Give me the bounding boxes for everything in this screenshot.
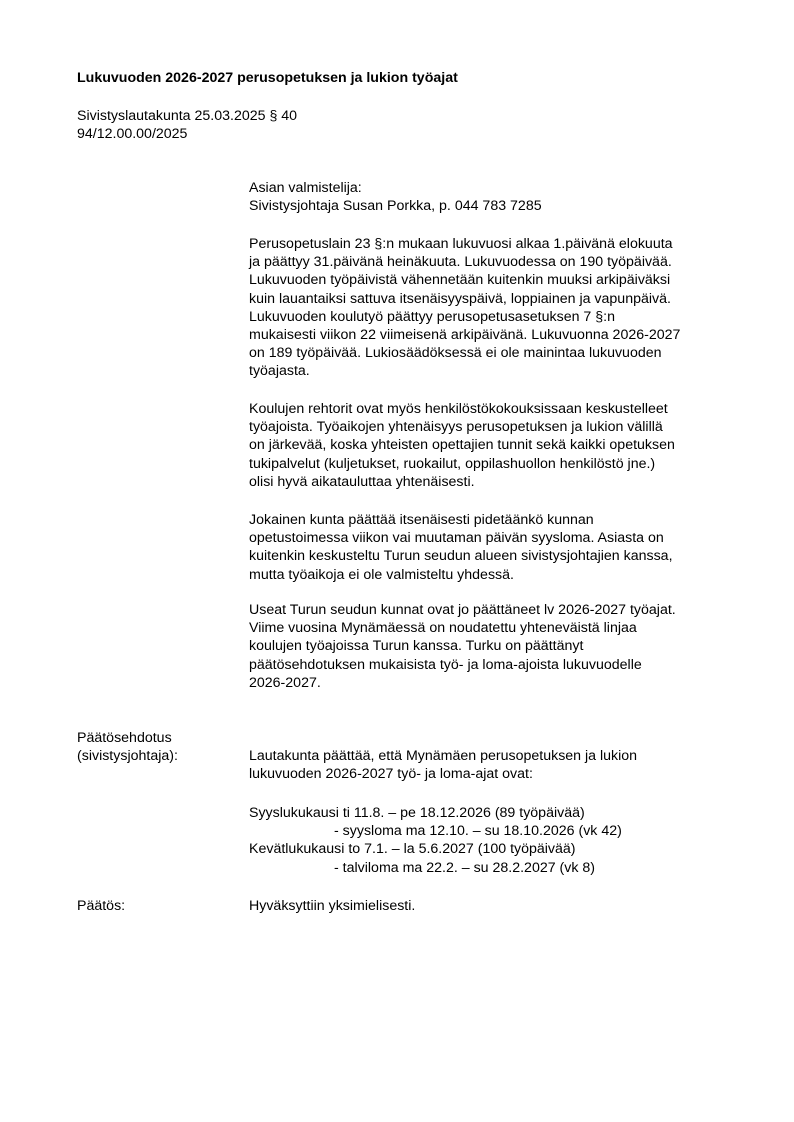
schedule-autumn-term: Syyslukukausi ti 11.8. – pe 18.12.2026 (89 työpäivää) — [249, 805, 585, 821]
text-line: Lukuvuoden koulutyö päättyy perusopetusasetuksen 7 §:n — [249, 308, 615, 325]
text-line: 2026-2027. — [249, 674, 321, 691]
text-line: työajoista. Työaikojen yhtenäisyys perusopetuksen ja lukion välillä — [249, 419, 663, 436]
record-number: 94/12.00.00/2025 — [77, 126, 188, 143]
decision-text: Hyväksyttiin yksimielisesti. — [249, 898, 416, 914]
text-line: kuitenkin keskusteltu Turun seudun alueen sivistysjohtajien kanssa, — [249, 548, 673, 565]
proposal-text — [249, 747, 637, 783]
paragraph-3 — [249, 511, 673, 584]
proposal-label-line: (sivistysjohtaja): — [77, 748, 178, 765]
preparer — [249, 179, 542, 215]
text-line: Viime vuosina Mynämäessä on noudatettu yhteneväistä linjaa — [249, 620, 637, 637]
text-line: Perusopetuslain 23 §:n mukaan lukuvuosi alkaa 1.päivänä elokuuta — [249, 236, 673, 252]
meeting-line: Sivistyslautakunta 25.03.2025 § 40 — [77, 108, 298, 124]
text-line: Jokainen kunta päättää itsenäisesti pidetäänkö kunnan — [249, 512, 594, 528]
schedule-winter-break: - talviloma ma 22.2. – su 28.2.2027 (vk 8) — [334, 859, 596, 876]
schedule — [249, 804, 622, 877]
preparer-label: Asian valmistelija: — [249, 180, 362, 196]
text-line: mukaisesti viikon 22 viimeisenä arkipäivänä. Lukuvuonna 2026-2027 — [249, 326, 681, 343]
text-line: ja päättyy 31.päivänä heinäkuuta. Lukuvuodessa on 190 työpäivää. — [249, 254, 672, 271]
proposal-label-line: Päätösehdotus — [77, 730, 172, 746]
text-line: Lukuvuoden työpäivistä vähennetään kuitenkin muuksi arkipäiväksi — [249, 272, 671, 289]
text-line: mutta työaikoja ei ole valmisteltu yhdessä. — [249, 566, 514, 583]
preparer-name: Sivistysjohtaja Susan Porkka, p. 044 783 7285 — [249, 198, 542, 215]
text-line: opetustoimessa viikon vai muutaman päivän syysloma. Asiasta on — [249, 530, 664, 547]
meeting-info — [77, 107, 297, 143]
text-line: kuin lauantaiksi sattuva itsenäisyyspäivä, loppiainen ja vapunpäivä. — [249, 290, 671, 307]
text-line: Useat Turun seudun kunnat ovat jo päättäneet lv 2026-2027 työajat. — [249, 602, 676, 618]
text-line: on 189 työpäivää. Lukiosäädöksessä ei ole mainintaa lukuvuoden — [249, 345, 662, 362]
text-line: Koulujen rehtorit ovat myös henkilöstökokouksissaan keskustelleet — [249, 401, 668, 417]
text-line: koulujen työajoissa Turun kanssa. Turku on päättänyt — [249, 638, 584, 655]
paragraph-2 — [249, 400, 675, 491]
text-line: on järkevää, koska yhteisten opettajien tunnit sekä kaikki opetuksen — [249, 437, 675, 454]
text-line: työajasta. — [249, 363, 310, 380]
proposal-label — [77, 729, 178, 765]
paragraph-1 — [249, 235, 680, 381]
text-line: päätösehdotuksen mukaisista työ- ja loma-ajoista lukuvuodelle — [249, 656, 642, 673]
text-line: lukuvuoden 2026-2027 työ- ja loma-ajat ovat: — [249, 766, 533, 783]
page-title: Lukuvuoden 2026-2027 perusopetuksen ja lukion työajat — [77, 70, 458, 86]
text-line: olisi hyvä aikatauluttaa yhtenäisesti. — [249, 473, 475, 490]
paragraph-4 — [249, 601, 676, 692]
text-line: Lautakunta päättää, että Mynämäen perusopetuksen ja lukion — [249, 748, 638, 764]
schedule-autumn-break: - syysloma ma 12.10. – su 18.10.2026 (vk 42) — [334, 823, 622, 840]
text-line: tukipalvelut (kuljetukset, ruokailut, oppilashuollon henkilöstö jne.) — [249, 455, 656, 472]
decision-label: Päätös: — [77, 898, 126, 914]
schedule-spring-term: Kevätlukukausi to 7.1. – la 5.6.2027 (100 työpäivää) — [249, 841, 576, 858]
